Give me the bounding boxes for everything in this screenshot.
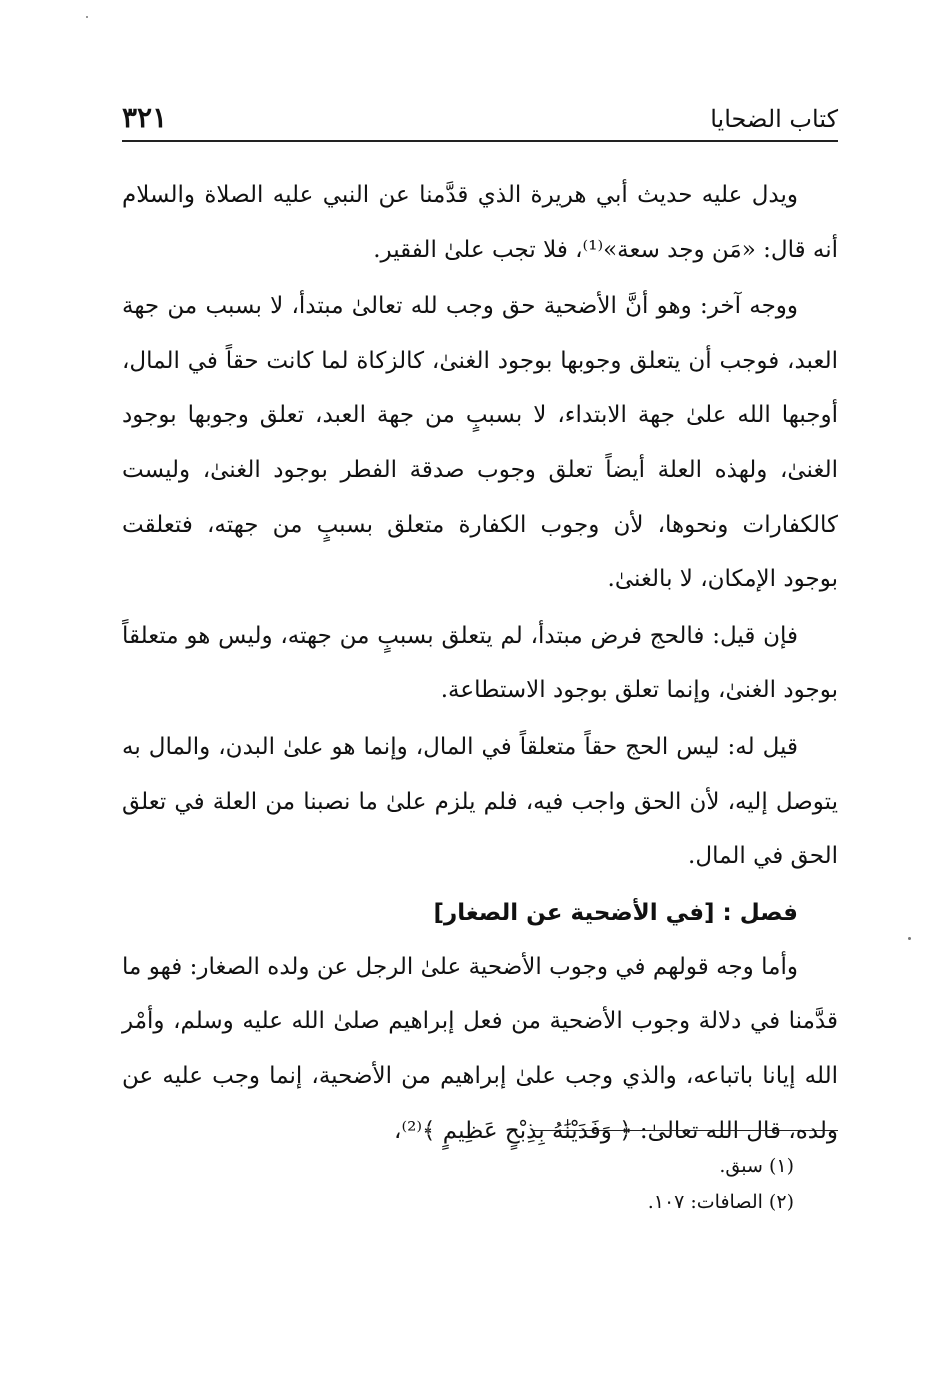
paragraph-3: فإن قيل: فالحج فرض مبتدأ، لم يتعلق بسببٍ من جهته، وليس هو متعلقاً بوجود الغنىٰ، وإنما تعلق بوجود الاستطاعة. xyxy=(122,622,838,704)
paragraph-1: ويدل عليه حديث أبي هريرة الذي قدَّمنا عن النبي عليه الصلاة والسلام أنه قال: «مَن وجد سعة»⁽¹⁾، فلا تجب علىٰ الفقير. xyxy=(122,182,838,263)
scan-speck xyxy=(86,16,88,18)
running-header xyxy=(122,100,838,142)
paragraph-2: ووجه آخر: وهو أنَّ الأضحية حق وجب لله تعالىٰ مبتدأ، لا بسبب من جهة العبد، فوجب أن يتعلق وجوبها بوجود الغنىٰ، كالزكاة لما كانت حقاً في المال، أوجبها الله علىٰ جهة الابتداء، لا بسببٍ من جهة العبد، تعلق وجوبها بوجود الغنىٰ، ولهذه العلة أيضاً تعلق وجوب صدقة الفطر بوجود الغنىٰ، وليست كالكفارات ونحوها، لأن وجوب الكفارة متعلق بسببٍ من جهته، فتعلقت بوجود الإمكان، لا بالغنىٰ. xyxy=(122,293,838,593)
section-heading: فصل : [في الأضحية عن الصغار] xyxy=(433,899,798,926)
paragraph-5: وأما وجه قولهم في وجوب الأضحية علىٰ الرجل عن ولده الصغار: فهو ما قدَّمنا في دلالة وجوب الأضحية من فعل إبراهيم صلىٰ الله عليه وسلم، وأمْر الله إيانا باتباعه، والذي وجب علىٰ إبراهيم من الأضحية، إنما وجب عليه عن ولده، قال الله تعالىٰ: ﴿ وَفَدَيْنَٰهُ بِذِبْحٍ عَظِيمٍ ﴾⁽²⁾، xyxy=(122,953,838,1144)
body-text xyxy=(122,168,838,1160)
scan-speck xyxy=(908,937,911,940)
footnotes xyxy=(122,1148,794,1220)
footnote-divider xyxy=(532,1130,838,1131)
footnote-1: (١) سبق. xyxy=(719,1155,794,1177)
paragraph-4: قيل له: ليس الحج حقاً متعلقاً في المال، وإنما هو علىٰ البدن، والمال به يتوصل إليه، لأن الحق واجب فيه، فلم يلزم علىٰ ما نصبنا من العلة في تعلق الحق في المال. xyxy=(122,733,838,870)
book-page xyxy=(122,0,838,1377)
header-title: كتاب الضحايا xyxy=(710,105,838,133)
page-number: ٣٢١ xyxy=(122,101,168,134)
footnote-2: (٢) الصافات: ١٠٧. xyxy=(647,1191,794,1213)
